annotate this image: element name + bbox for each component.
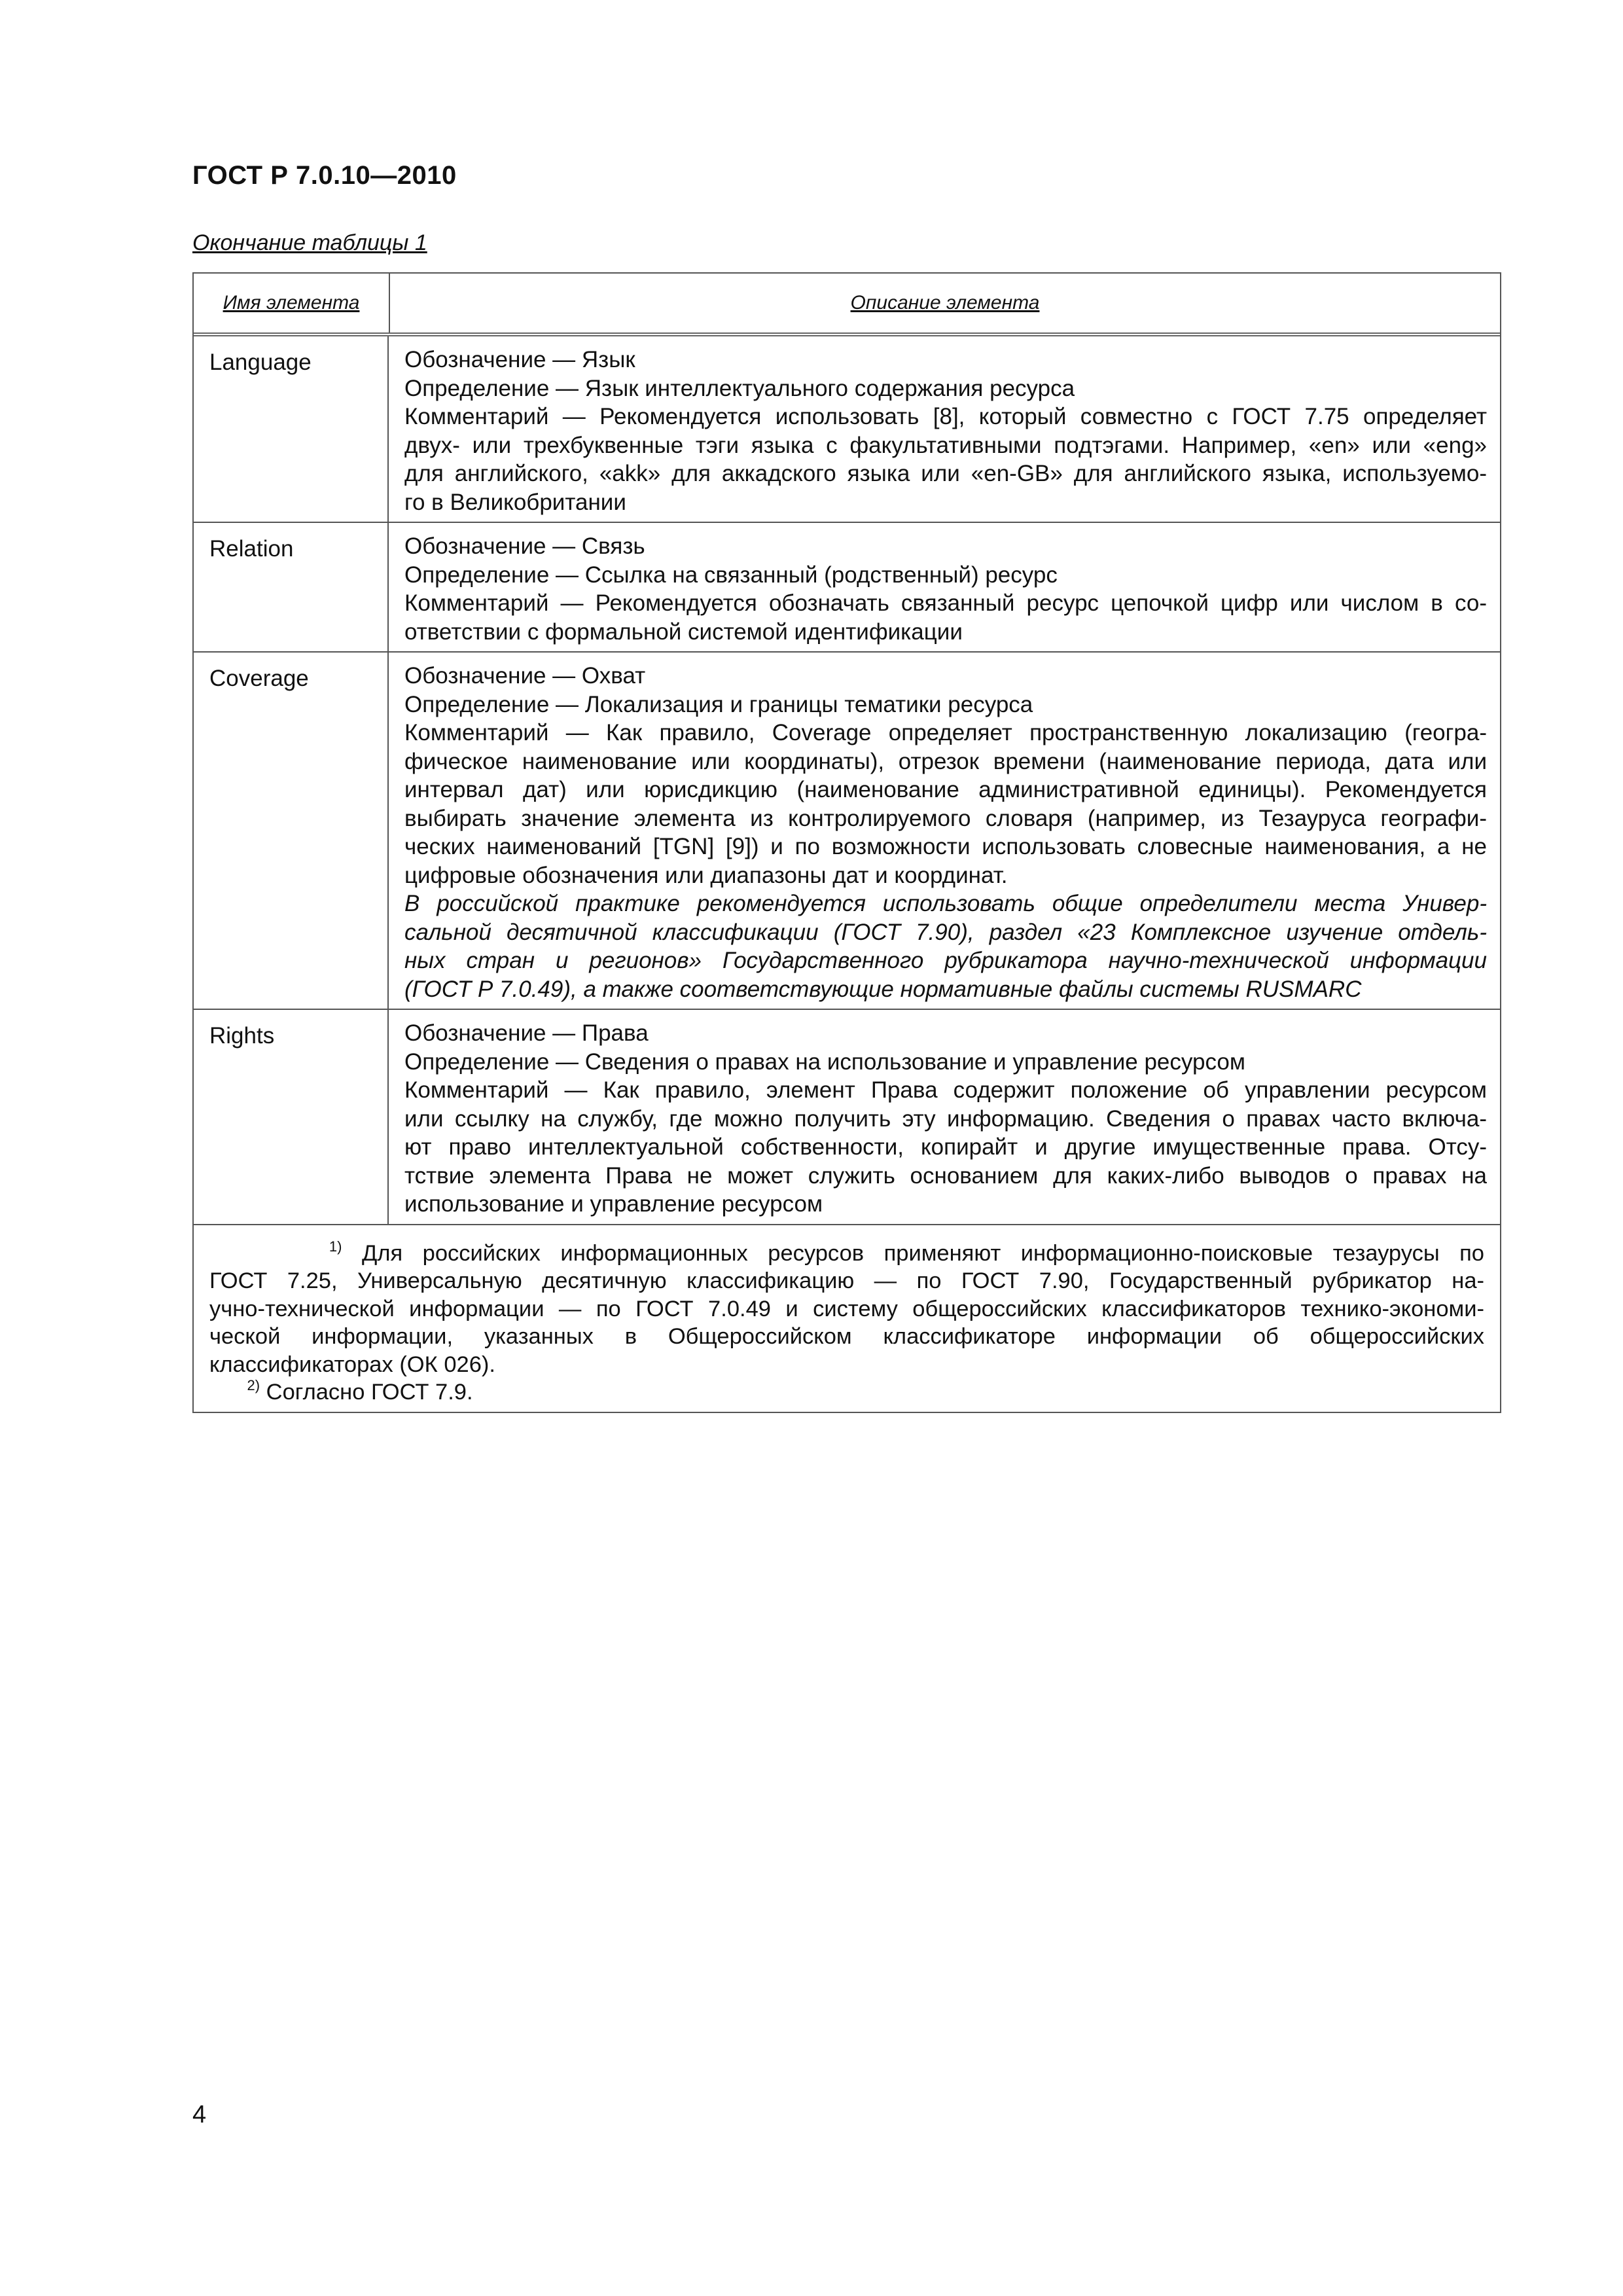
table-footnotes xyxy=(194,1225,1500,1412)
description-italic-line: В российской практике рекомендуется использовать общие определители места Универ- xyxy=(404,891,1487,916)
table-row-rights xyxy=(194,1010,1500,1225)
description-line: Комментарий — Рекомендуется обозначать связанный ресурс цепочкой цифр или числом в со- xyxy=(404,590,1487,616)
element-name: Relation xyxy=(194,523,389,651)
description-line: Обозначение — Связь xyxy=(404,533,645,559)
element-description xyxy=(389,1010,1500,1224)
element-description xyxy=(389,523,1500,651)
footnote-1-first-line xyxy=(209,1240,1484,1268)
description-line: ют право интеллектуальной собственности, копирайт и другие имущественные права. Отсу- xyxy=(404,1134,1487,1160)
description-italic-line: ных стран и регионов» Государственного рубрикатора научно-технической информации xyxy=(404,948,1487,973)
description-line: или ссылку на службу, где можно получить эту информацию. Сведения о правах часто включа- xyxy=(404,1105,1487,1132)
table-row-relation xyxy=(194,523,1500,653)
document-header: ГОСТ Р 7.0.10—2010 xyxy=(192,161,457,190)
description-line: использование и управление ресурсом xyxy=(404,1191,823,1217)
footnote-2-mark: 2) xyxy=(247,1377,260,1393)
description-line: Комментарий — Как правило, Coverage определяет пространственную локализацию (геогра- xyxy=(404,720,1487,745)
description-line: Обозначение — Охват xyxy=(404,663,646,689)
footnote-line: классификаторах (ОК 026). xyxy=(209,1352,495,1377)
footnote-line: ГОСТ 7.25, Универсальную десятичную классификацию — по ГОСТ 7.90, Государственный рубрикатор на- xyxy=(209,1268,1484,1293)
table-caption: Окончание таблицы 1 xyxy=(192,230,427,255)
footnote-2-text: Согласно ГОСТ 7.9. xyxy=(266,1380,473,1405)
description-line: Обозначение — Права xyxy=(404,1020,649,1046)
description-line: Комментарий — Рекомендуется использовать [8], который совместно с ГОСТ 7.75 определяет xyxy=(404,404,1487,429)
footnote-2 xyxy=(209,1378,1484,1407)
footnote-1-mark: 1) xyxy=(329,1238,342,1255)
footnote-line: ческой информации, указанных в Общероссийском классификаторе информации об общероссийских xyxy=(209,1324,1484,1349)
elements-table xyxy=(192,272,1501,1413)
description-line: Определение — Ссылка на связанный (родственный) ресурс xyxy=(404,562,1058,588)
description-line: Определение — Язык интеллектуального содержания ресурса xyxy=(404,375,1075,401)
description-line: Комментарий — Как правило, элемент Права содержит положение об управлении ресурсом xyxy=(404,1077,1487,1103)
element-name: Coverage xyxy=(194,653,389,1009)
description-line: для английского, «akk» для аккадского языка или «en-GB» для английского языка, используемо- xyxy=(404,461,1487,486)
page-number: 4 xyxy=(192,2101,207,2128)
description-line: ответствии с формальной системой идентификации xyxy=(404,619,963,645)
footnote-line: учно-технической информации — по ГОСТ 7.0.49 и систему общероссийских классификаторов технико-экономи- xyxy=(209,1296,1484,1321)
description-line: выбирать значение элемента из контролируемого словаря (например, из Тезауруса географи- xyxy=(404,805,1487,831)
description-italic-line: (ГОСТ Р 7.0.49), а также соответствующие нормативные файлы системы RUSMARC xyxy=(404,976,1362,1002)
element-name: Language xyxy=(194,336,389,522)
description-line: Определение — Локализация и границы тематики ресурса xyxy=(404,691,1033,717)
table-header-row xyxy=(194,274,1500,336)
element-name: Rights xyxy=(194,1010,389,1224)
description-italic-line: сальной десятичной классификации (ГОСТ 7.90), раздел «23 Комплексное изучение отдель- xyxy=(404,919,1487,945)
description-line: двух- или трехбуквенные тэги языка с факультативными подтэгами. Например, «en» или «eng» xyxy=(404,432,1487,458)
table-row-language xyxy=(194,336,1500,523)
element-description xyxy=(389,653,1500,1009)
column-header-name: Имя элемента xyxy=(194,274,390,332)
description-line: фическое наименование или координаты), отрезок времени (наименование периода, дата или xyxy=(404,748,1487,774)
description-line: ческих наименований [TGN] [9]) и по возможности использовать словесные наименования, а не xyxy=(404,834,1487,859)
description-line: Обозначение — Язык xyxy=(404,347,635,372)
description-line: цифровые обозначения или диапазоны дат и координат. xyxy=(404,862,1008,888)
description-line: тствие элемента Права не может служить основанием для каких-либо выводов о правах на xyxy=(404,1162,1487,1189)
table-row-coverage xyxy=(194,653,1500,1010)
element-description xyxy=(389,336,1500,522)
description-line: интервал дат) или юрисдикцию (наименование административной единицы). Рекомендуется xyxy=(404,777,1487,802)
footnote-1-text: Для российских информационных ресурсов применяют информационно-поисковые тезаурусы по xyxy=(361,1240,1484,1266)
column-header-description: Описание элемента xyxy=(850,292,1040,314)
description-line: Определение — Сведения о правах на использование и управление ресурсом xyxy=(404,1049,1245,1075)
description-line: го в Великобритании xyxy=(404,489,626,515)
